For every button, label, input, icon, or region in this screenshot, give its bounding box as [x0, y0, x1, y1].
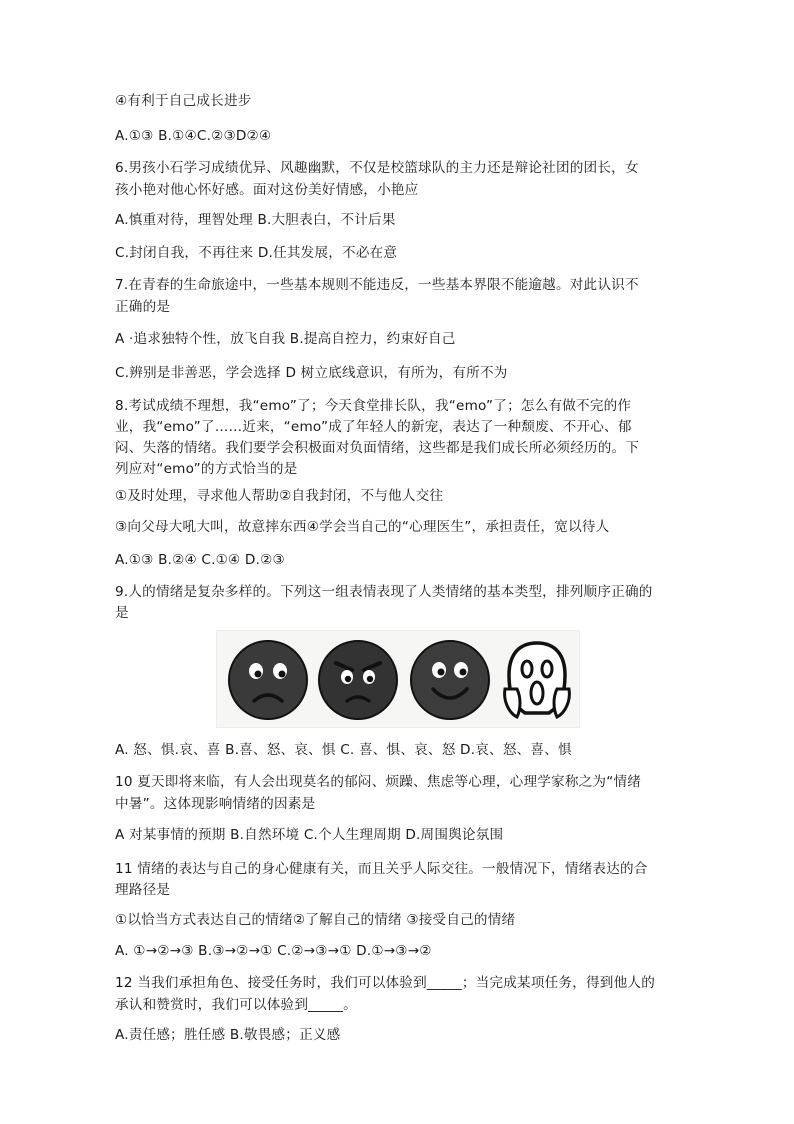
q7-choices-2: C.辨别是非善恶，学会选择 D 树立底线意识，有所为，有所不为: [115, 365, 508, 381]
q8-stem-line-4: 列应对“emo”的方式恰当的是: [115, 461, 298, 477]
q8-options-2: ③向父母大吼大叫，故意摔东西④学会当自己的“心理医生”，承担责任，宽以待人: [115, 519, 610, 535]
q12-stem-line-1: 12 当我们承担角色、接受任务时，我们可以体验到_____；当完成某项任务，得到他人的: [115, 975, 655, 991]
q7-stem-line-1: 7.在青春的生命旅途中，一些基本规则不能违反，一些基本界限不能逾越。对此认识不: [115, 277, 639, 293]
q6-choices-2: C.封闭自我，不再往来 D.任其发展，不必在意: [115, 245, 398, 261]
q5-option-4: ④有利于自己成长进步: [115, 93, 252, 109]
q8-stem-line-2: 业，我“emo”了……近来，“emo”成了年轻人的新宠，表达了一种颓废、不开心、郁: [115, 419, 632, 435]
q10-stem-line-1: 10 夏天即将来临，有人会出现莫名的郁闷、烦躁、焦虑等心理，心理学家称之为“情绪: [115, 774, 642, 790]
angry-face-icon: [317, 639, 399, 721]
q8-stem-line-1: 8.考试成绩不理想，我“emo”了；今天食堂排长队，我“emo”了；怎么有做不完的作: [115, 398, 632, 414]
q11-choices: A. ①→②→③ B.③→②→① C.②→③→① D.①→③→②: [115, 943, 432, 959]
q7-choices-1: A ·追求独特个性，放飞自我 B.提高自控力，约束好自己: [115, 331, 456, 347]
q11-stem-line-1: 11 情绪的表达与自己的身心健康有关，而且关乎人际交往。一般情况下，情绪表达的合: [115, 861, 648, 877]
q8-options-1: ①及时处理，寻求他人帮助②自我封闭，不与他人交往: [115, 488, 444, 504]
q7-stem-line-2: 正确的是: [115, 299, 171, 315]
q10-stem-line-2: 中暑”。这体现影响情绪的因素是: [115, 796, 316, 812]
q12-choices: A.责任感；胜任感 B.敬畏感；正义感: [115, 1027, 341, 1043]
emotion-faces-image: [216, 630, 580, 728]
happy-face-icon: [409, 639, 491, 721]
q9-stem-line-1: 9.人的情绪是复杂多样的。下列这一组表情表现了人类情绪的基本类型，排列顺序正确的: [115, 584, 653, 600]
q9-choices: A. 怒、惧.哀、喜 B.喜、怒、哀、惧 C. 喜、惧、哀、怒 D.哀、怒、喜、惧: [115, 742, 572, 758]
q5-choices: A.①③ B.①④C.②③D②④: [115, 128, 272, 144]
q8-stem-line-3: 闷、失落的情绪。我们要学会积极面对负面情绪，这些都是我们成长所必须经历的。下: [115, 440, 640, 456]
q10-choices: A 对某事情的预期 B.自然环境 C.个人生理周期 D.周围舆论氛围: [115, 827, 504, 843]
q9-stem-line-2: 是: [115, 605, 129, 621]
sad-face-icon: [227, 639, 309, 721]
q11-stem-line-2: 理路径是: [115, 882, 171, 898]
q6-stem-line-2: 孩小艳对他心怀好感。面对这份美好情感，小艳应: [115, 182, 419, 198]
fear-face-icon: [501, 639, 573, 721]
q8-choices: A.①③ B.②④ C.①④ D.②③: [115, 552, 285, 568]
q6-stem-line-1: 6.男孩小石学习成绩优异、风趣幽默，不仅是校篮球队的主力还是辩论社团的团长，女: [115, 160, 639, 176]
q6-choices-1: A.慎重对待，理智处理 B.大胆表白，不计后果: [115, 212, 396, 228]
q11-options: ①以恰当方式表达自己的情绪②了解自己的情绪 ③接受自己的情绪: [115, 912, 516, 928]
q12-stem-line-2: 承认和赞赏时，我们可以体验到_____。: [115, 997, 357, 1013]
